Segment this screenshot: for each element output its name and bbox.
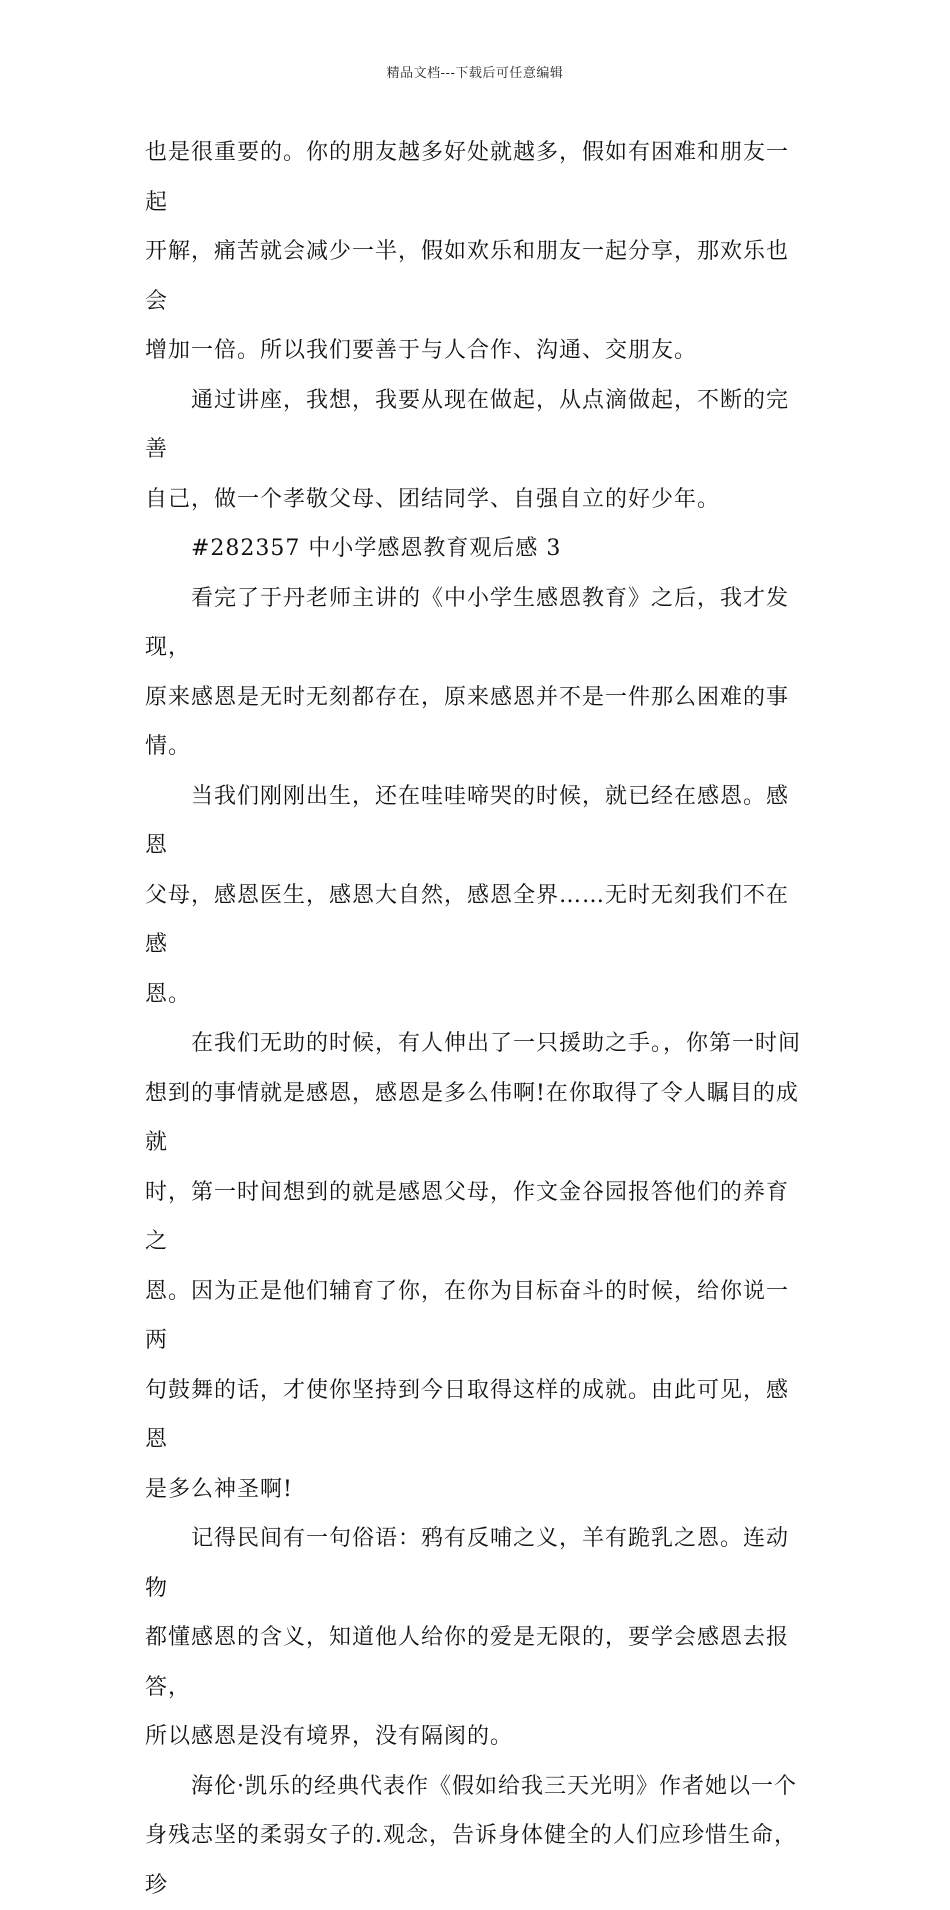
section-heading: #282357 中小学感恩教育观后感 3 (145, 524, 810, 574)
paragraph-helen-keller: 海伦·凯乐的经典代表作《假如给我三天光明》作者她以一个 身残志坚的柔弱女子的.观念，告诉身体健全的人们应珍惜生命，珍 (145, 1762, 810, 1910)
paragraph-friends: 也是很重要的。你的朋友越多好处就越多，假如有困难和朋友一起 开解，痛苦就会减少一半，假如欢乐和朋友一起分享，那欢乐也会 增加一倍。所以我们要善于与人合作、沟通、交朋友。 (145, 128, 810, 376)
paragraph-lecture: 通过讲座，我想，我要从现在做起，从点滴做起，不断的完善 自己，做一个孝敬父母、团结同学、自强自立的好少年。 (145, 376, 810, 525)
paragraph-help: 在我们无助的时候，有人伸出了一只援助之手。，你第一时间 想到的事情就是感恩，感恩是多么伟啊!在你取得了令人瞩目的成就 时，第一时间想到的就是感恩父母，作文金谷园报答他们的养育之 恩。因为正是他们辅育了你，在你为目标奋斗的时候，给你说一两 句鼓舞的话，才使你坚持到今日取得这样的成就。由此可见，感恩 是多么神圣啊! (145, 1019, 810, 1514)
document-body (145, 128, 810, 1910)
page-header: 精品文档---下载后可任意编辑 (0, 66, 950, 82)
paragraph-yudan: 看完了于丹老师主讲的《中小学生感恩教育》之后，我才发现， 原来感恩是无时无刻都存在，原来感恩并不是一件那么困难的事情。 (145, 574, 810, 772)
paragraph-birth: 当我们刚刚出生，还在哇哇啼哭的时候，就已经在感恩。感恩 父母，感恩医生，感恩大自然，感恩全界……无时无刻我们不在感 恩。 (145, 772, 810, 1020)
paragraph-proverb: 记得民间有一句俗语：鸦有反哺之义，羊有跪乳之恩。连动物 都懂感恩的含义，知道他人给你的爱是无限的，要学会感恩去报答， 所以感恩是没有境界，没有隔阂的。 (145, 1514, 810, 1762)
